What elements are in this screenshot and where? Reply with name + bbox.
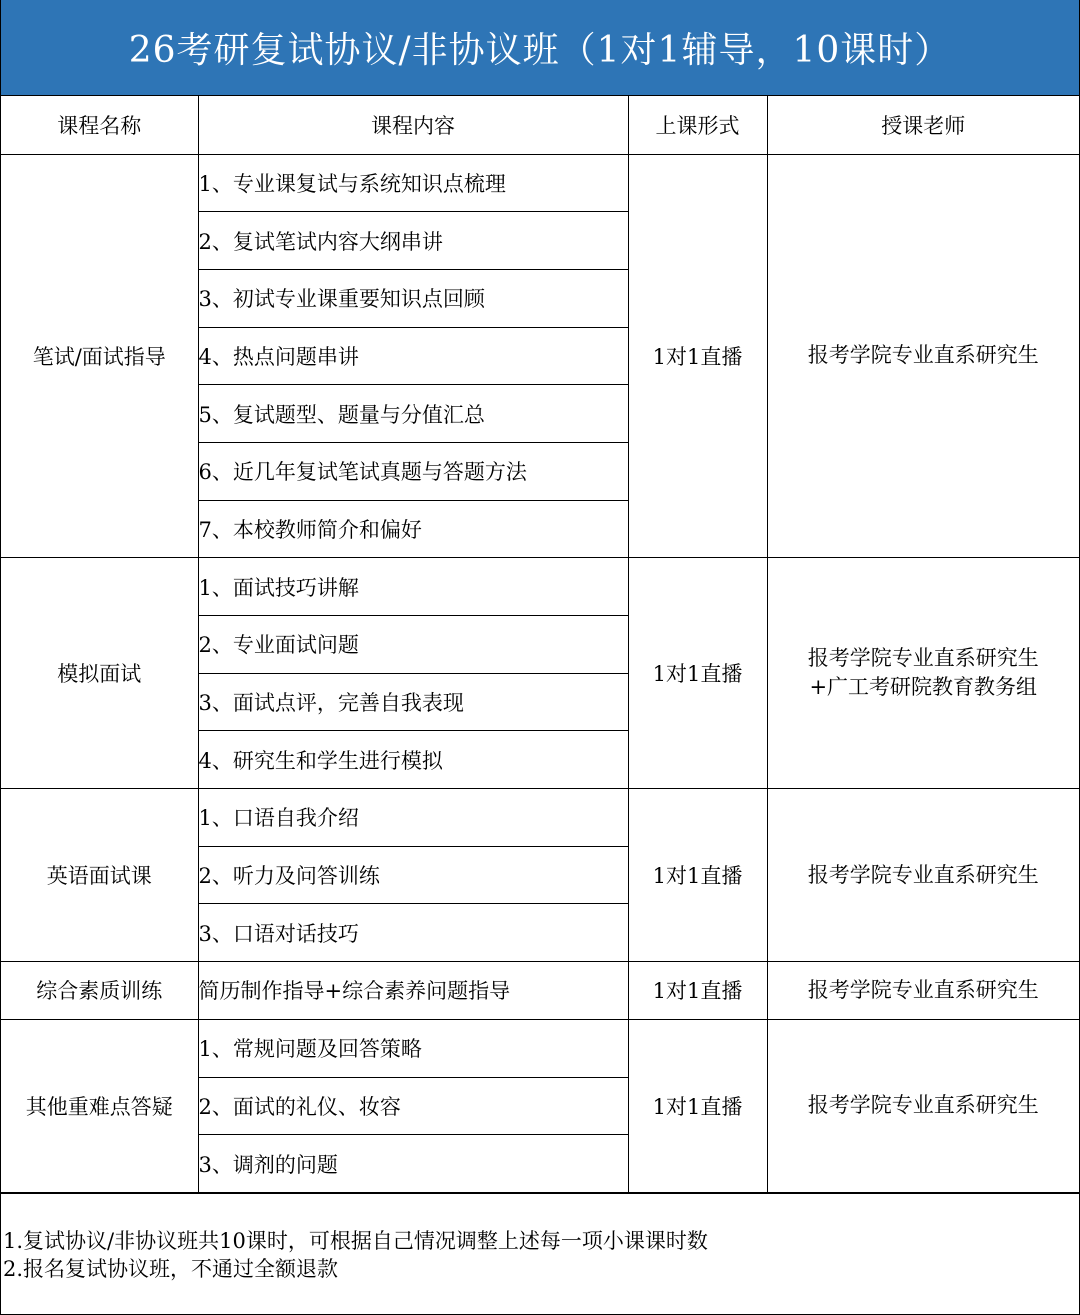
table-header-row [1, 96, 1079, 154]
table-row [1, 789, 1079, 847]
teacher-line: 报考学院专业直系研究生 [807, 977, 1039, 1002]
teacher-line: 报考学院专业直系研究生 [807, 1093, 1039, 1118]
table-row [1, 558, 1079, 616]
course-name-cell: 模拟面试 [1, 558, 198, 789]
course-content-item: 1、专业课复试与系统知识点梳理 [198, 154, 628, 212]
course-content-item: 4、研究生和学生进行模拟 [198, 731, 628, 789]
course-content-item: 5、复试题型、题量与分值汇总 [198, 385, 628, 443]
note-line: 2.报名复试协议班，不通过全额退款 [3, 1256, 339, 1281]
course-content-item: 1、口语自我介绍 [198, 789, 628, 847]
teacher-line: 报考学院专业直系研究生 [807, 862, 1039, 887]
course-content-item: 3、面试点评，完善自我表现 [198, 673, 628, 731]
table-row [1, 154, 1079, 212]
course-content-item: 1、常规问题及回答策略 [198, 1019, 628, 1077]
teacher-line: 报考学院专业直系研究生 [807, 646, 1039, 671]
table-row [1, 962, 1079, 1020]
teacher-cell [767, 1019, 1079, 1192]
course-content-item: 2、复试笔试内容大纲串讲 [198, 212, 628, 270]
course-content-item: 4、热点问题串讲 [198, 327, 628, 385]
course-content-item: 3、初试专业课重要知识点回顾 [198, 269, 628, 327]
class-format-cell: 1对1直播 [628, 1019, 767, 1192]
course-table [1, 96, 1079, 1193]
teacher-line: +广工考研院教育教务组 [809, 675, 1038, 700]
header-course-content: 课程内容 [198, 96, 628, 154]
note-line: 1.复试协议/非协议班共10课时，可根据自己情况调整上述每一项小课课时数 [3, 1228, 708, 1253]
notes-section [1, 1193, 1079, 1314]
course-content-item: 7、本校教师简介和偏好 [198, 500, 628, 558]
course-content-item: 简历制作指导+综合素养问题指导 [198, 962, 628, 1020]
course-content-item: 3、口语对话技巧 [198, 904, 628, 962]
header-class-format: 上课形式 [628, 96, 767, 154]
teacher-cell [767, 558, 1079, 789]
class-format-cell: 1对1直播 [628, 962, 767, 1020]
course-name-cell: 英语面试课 [1, 789, 198, 962]
table-row [1, 1019, 1079, 1077]
teacher-cell [767, 154, 1079, 558]
page-title: 26考研复试协议/非协议班（1对1辅导，10课时） [1, 0, 1079, 96]
course-content-item: 2、专业面试问题 [198, 616, 628, 674]
class-format-cell: 1对1直播 [628, 558, 767, 789]
header-teacher: 授课老师 [767, 96, 1079, 154]
course-name-cell: 其他重难点答疑 [1, 1019, 198, 1192]
course-content-item: 1、面试技巧讲解 [198, 558, 628, 616]
teacher-cell [767, 789, 1079, 962]
course-name-cell: 综合素质训练 [1, 962, 198, 1020]
course-content-item: 3、调剂的问题 [198, 1135, 628, 1193]
course-content-item: 2、面试的礼仪、妆容 [198, 1077, 628, 1135]
class-format-cell: 1对1直播 [628, 154, 767, 558]
course-name-cell: 笔试/面试指导 [1, 154, 198, 558]
course-content-item: 6、近几年复试笔试真题与答题方法 [198, 442, 628, 500]
teacher-cell [767, 962, 1079, 1020]
header-course-name: 课程名称 [1, 96, 198, 154]
teacher-line: 报考学院专业直系研究生 [807, 343, 1039, 368]
class-format-cell: 1对1直播 [628, 789, 767, 962]
course-content-item: 2、听力及问答训练 [198, 846, 628, 904]
